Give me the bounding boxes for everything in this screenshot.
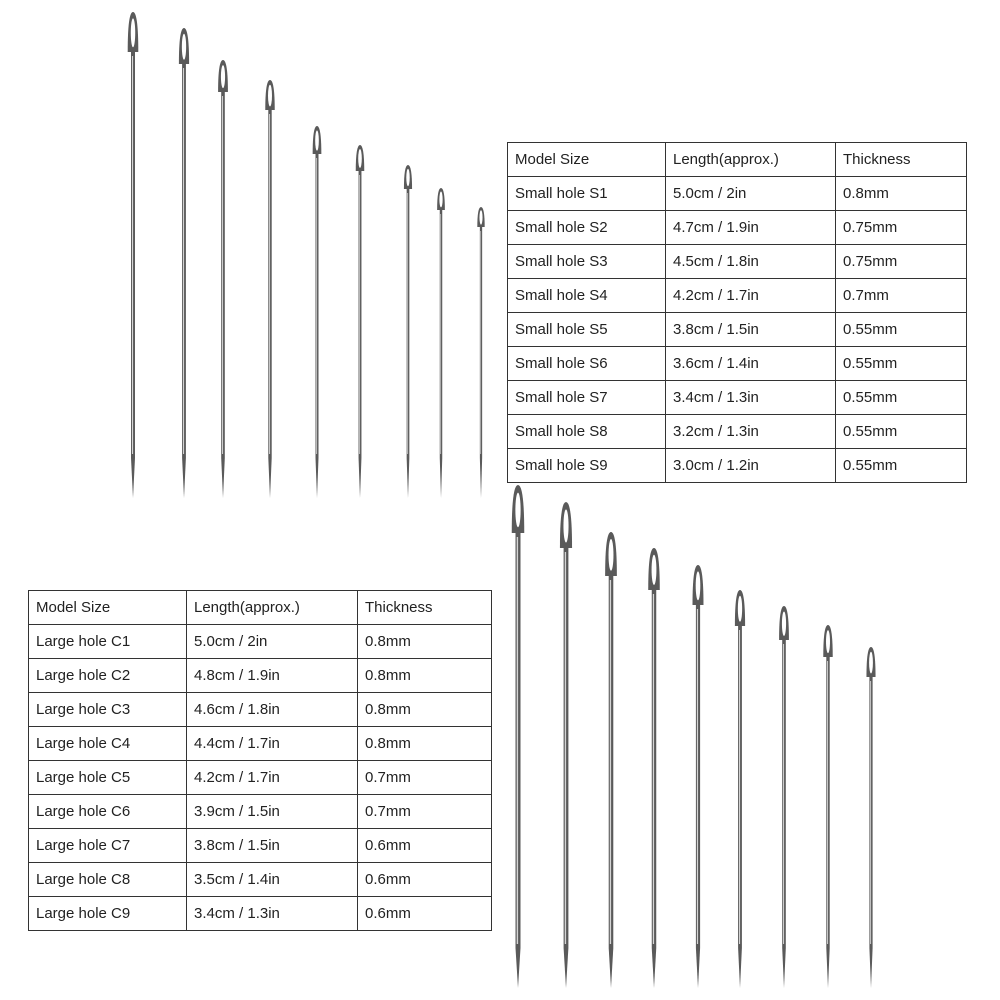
model-size-cell: Large hole C2 [29, 659, 187, 693]
thickness-cell: 0.7mm [358, 795, 492, 829]
table-row [508, 245, 967, 279]
length-cell: 3.2cm / 1.3in [666, 415, 836, 449]
thickness-cell: 0.55mm [836, 313, 967, 347]
length-cell: 3.0cm / 1.2in [666, 449, 836, 483]
header-length: Length(approx.) [666, 143, 836, 177]
table-row [29, 863, 492, 897]
thickness-cell: 0.75mm [836, 245, 967, 279]
thickness-cell: 0.8mm [836, 177, 967, 211]
table-row [508, 347, 967, 381]
model-size-cell: Small hole S3 [508, 245, 666, 279]
length-cell: 3.5cm / 1.4in [187, 863, 358, 897]
model-size-cell: Large hole C3 [29, 693, 187, 727]
needle-icon [512, 485, 525, 988]
table-row [29, 727, 492, 761]
model-size-cell: Large hole C6 [29, 795, 187, 829]
model-size-cell: Large hole C5 [29, 761, 187, 795]
thickness-cell: 0.8mm [358, 659, 492, 693]
header-model-size: Model Size [29, 591, 187, 625]
needle-icon [779, 606, 789, 988]
model-size-cell: Small hole S2 [508, 211, 666, 245]
needle-icon [735, 590, 745, 988]
model-size-cell: Small hole S9 [508, 449, 666, 483]
table-row [29, 897, 492, 931]
length-cell: 4.2cm / 1.7in [187, 761, 358, 795]
thickness-cell: 0.6mm [358, 863, 492, 897]
model-size-cell: Small hole S7 [508, 381, 666, 415]
model-size-cell: Large hole C4 [29, 727, 187, 761]
table-row [29, 829, 492, 863]
table-row [508, 279, 967, 313]
model-size-cell: Large hole C7 [29, 829, 187, 863]
thickness-cell: 0.55mm [836, 449, 967, 483]
thickness-cell: 0.75mm [836, 211, 967, 245]
thickness-cell: 0.55mm [836, 347, 967, 381]
length-cell: 3.4cm / 1.3in [666, 381, 836, 415]
length-cell: 4.2cm / 1.7in [666, 279, 836, 313]
header-model-size: Model Size [508, 143, 666, 177]
length-cell: 3.8cm / 1.5in [666, 313, 836, 347]
model-size-cell: Large hole C1 [29, 625, 187, 659]
thickness-cell: 0.8mm [358, 625, 492, 659]
length-cell: 3.8cm / 1.5in [187, 829, 358, 863]
table-row [29, 693, 492, 727]
length-cell: 4.6cm / 1.8in [187, 693, 358, 727]
thickness-cell: 0.55mm [836, 415, 967, 449]
thickness-cell: 0.55mm [836, 381, 967, 415]
table-header-row [508, 143, 967, 177]
table-row [508, 313, 967, 347]
length-cell: 3.4cm / 1.3in [187, 897, 358, 931]
table-row [29, 761, 492, 795]
needle-icon [560, 502, 572, 988]
small-hole-size-table [507, 142, 967, 483]
table-header-row [29, 591, 492, 625]
length-cell: 3.9cm / 1.5in [187, 795, 358, 829]
table-row [29, 795, 492, 829]
model-size-cell: Small hole S6 [508, 347, 666, 381]
needle-icon [693, 565, 704, 988]
length-cell: 5.0cm / 2in [666, 177, 836, 211]
length-cell: 4.8cm / 1.9in [187, 659, 358, 693]
table-row [508, 449, 967, 483]
table-row [508, 177, 967, 211]
model-size-cell: Large hole C9 [29, 897, 187, 931]
large-hole-size-table [28, 590, 492, 931]
model-size-cell: Small hole S5 [508, 313, 666, 347]
thickness-cell: 0.6mm [358, 829, 492, 863]
header-thickness: Thickness [836, 143, 967, 177]
needle-icon [605, 532, 617, 988]
model-size-cell: Small hole S8 [508, 415, 666, 449]
needle-icon [648, 548, 660, 988]
header-thickness: Thickness [358, 591, 492, 625]
needle-icon [866, 647, 875, 988]
model-size-cell: Small hole S1 [508, 177, 666, 211]
thickness-cell: 0.7mm [836, 279, 967, 313]
table-row [508, 211, 967, 245]
needle-icon [823, 625, 832, 988]
table-row [29, 625, 492, 659]
thickness-cell: 0.8mm [358, 727, 492, 761]
model-size-cell: Small hole S4 [508, 279, 666, 313]
table-row [508, 381, 967, 415]
thickness-cell: 0.6mm [358, 897, 492, 931]
table-row [508, 415, 967, 449]
thickness-cell: 0.8mm [358, 693, 492, 727]
table-row [29, 659, 492, 693]
model-size-cell: Large hole C8 [29, 863, 187, 897]
length-cell: 5.0cm / 2in [187, 625, 358, 659]
length-cell: 4.5cm / 1.8in [666, 245, 836, 279]
thickness-cell: 0.7mm [358, 761, 492, 795]
length-cell: 3.6cm / 1.4in [666, 347, 836, 381]
length-cell: 4.4cm / 1.7in [187, 727, 358, 761]
length-cell: 4.7cm / 1.9in [666, 211, 836, 245]
header-length: Length(approx.) [187, 591, 358, 625]
